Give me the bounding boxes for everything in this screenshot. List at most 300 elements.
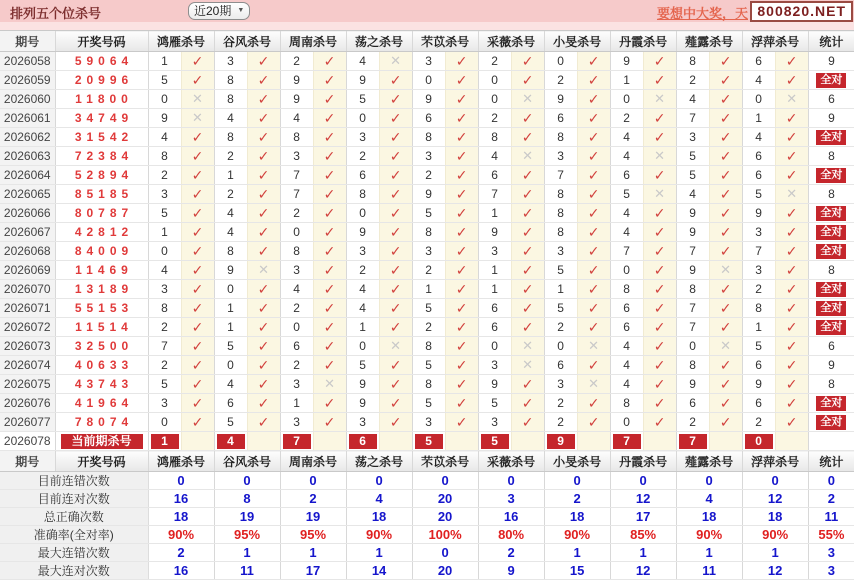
mark-cell (577, 128, 610, 147)
mark-cell (775, 356, 808, 375)
mark-cell (577, 432, 610, 451)
kill-number: 5 (214, 337, 247, 356)
winning-number: 80787 (55, 204, 148, 223)
kill-number: 0 (148, 90, 181, 109)
stat-cell (808, 166, 854, 185)
kill-number: 3 (544, 242, 577, 261)
check-icon: ✓ (785, 71, 798, 88)
kill-number: 4 (610, 147, 643, 166)
mark-cell (181, 318, 214, 337)
kill-number: 7 (610, 242, 643, 261)
winning-number: 42812 (55, 223, 148, 242)
check-icon: ✓ (719, 128, 732, 145)
table-row (0, 375, 854, 394)
mark-cell (577, 71, 610, 90)
stats-value: 0 (610, 472, 676, 490)
expert-header: 浮萍杀号 (742, 451, 808, 472)
check-icon: ✓ (455, 261, 468, 278)
kill-number: 8 (412, 128, 445, 147)
all-correct-badge: 全对 (816, 320, 846, 335)
expert-header: 浮萍杀号 (742, 31, 808, 52)
mark-cell (775, 299, 808, 318)
mark-cell (643, 280, 676, 299)
kill-number: 5 (412, 394, 445, 413)
check-icon: ✓ (719, 71, 732, 88)
kill-number: 1 (742, 318, 775, 337)
stat-cell (808, 204, 854, 223)
kill-number: 1 (148, 223, 181, 242)
kill-number: 0 (148, 242, 181, 261)
promo-link[interactable]: 要想中大奖，天 (656, 6, 748, 21)
mark-cell (775, 166, 808, 185)
kill-number: 9 (280, 90, 313, 109)
table-row (0, 52, 854, 71)
kill-number: 8 (610, 394, 643, 413)
mark-cell (445, 375, 478, 394)
mark-cell (709, 109, 742, 128)
check-icon: ✓ (653, 318, 666, 335)
mark-cell (775, 90, 808, 109)
mark-cell (379, 356, 412, 375)
current-period-label (55, 432, 148, 451)
mark-cell (577, 242, 610, 261)
mark-cell (379, 413, 412, 432)
mark-cell (181, 109, 214, 128)
kill-number: 9 (412, 185, 445, 204)
check-icon: ✓ (785, 337, 798, 354)
kill-number: 0 (610, 261, 643, 280)
cross-icon: ✕ (720, 338, 732, 353)
kill-number: 2 (544, 394, 577, 413)
mark-cell (775, 261, 808, 280)
check-icon: ✓ (455, 223, 468, 240)
cross-icon: ✕ (192, 110, 203, 125)
all-correct-badge: 全对 (816, 73, 846, 88)
mark-cell (709, 90, 742, 109)
check-icon: ✓ (653, 223, 666, 240)
mark-cell (313, 432, 346, 451)
mark-cell (775, 147, 808, 166)
mark-cell (313, 299, 346, 318)
kill-number: 4 (478, 147, 511, 166)
mark-cell (247, 318, 280, 337)
expert-header: 荡之杀号 (346, 31, 412, 52)
stat-header: 统计 (808, 31, 854, 52)
kill-number: 8 (544, 204, 577, 223)
check-icon: ✓ (455, 280, 468, 297)
kill-number: 2 (412, 166, 445, 185)
check-icon: ✓ (455, 242, 468, 259)
mark-cell (577, 375, 610, 394)
period-cell: 2026072 (0, 318, 55, 337)
kill-number: 3 (346, 128, 379, 147)
mark-cell (379, 337, 412, 356)
period-header: 期号 (0, 451, 55, 472)
current-kill-cell (676, 432, 709, 451)
stats-value: 1 (214, 544, 280, 562)
mark-cell (577, 299, 610, 318)
check-icon: ✓ (257, 394, 270, 411)
check-icon: ✓ (389, 413, 402, 430)
check-icon: ✓ (257, 223, 270, 240)
current-kill-number: 7 (283, 434, 311, 449)
mark-cell (247, 280, 280, 299)
check-icon: ✓ (785, 223, 798, 240)
mark-cell (181, 147, 214, 166)
check-icon: ✓ (323, 394, 336, 411)
check-icon: ✓ (323, 223, 336, 240)
check-icon: ✓ (257, 90, 270, 107)
mark-cell (313, 280, 346, 299)
stats-value: 4 (676, 490, 742, 508)
cross-icon: ✕ (522, 148, 534, 163)
mark-cell (181, 90, 214, 109)
winning-number: 40633 (55, 356, 148, 375)
stat-cell (808, 71, 854, 90)
mark-cell (775, 128, 808, 147)
chevron-down-icon: ▼ (237, 7, 245, 14)
check-icon: ✓ (389, 166, 402, 183)
kill-number: 5 (610, 185, 643, 204)
table-row (0, 261, 854, 280)
stats-value: 1 (676, 544, 742, 562)
kill-number: 5 (148, 375, 181, 394)
check-icon: ✓ (323, 185, 336, 202)
check-icon: ✓ (521, 261, 534, 278)
kill-number: 1 (214, 299, 247, 318)
check-icon: ✓ (257, 375, 270, 392)
stats-total: 3 (808, 562, 854, 580)
check-icon: ✓ (191, 280, 204, 297)
period-cell: 2026076 (0, 394, 55, 413)
period-range-select[interactable] (188, 2, 250, 20)
check-icon: ✓ (719, 413, 732, 430)
stat-cell (808, 318, 854, 337)
expert-header: 周南杀号 (280, 31, 346, 52)
kill-number: 5 (742, 337, 775, 356)
site-badge[interactable]: 800820.NET (750, 1, 853, 22)
stats-value: 0 (214, 472, 280, 490)
mark-cell (313, 90, 346, 109)
mark-cell (379, 318, 412, 337)
kill-number: 5 (676, 147, 709, 166)
kill-number: 2 (280, 299, 313, 318)
current-kill-cell (610, 432, 643, 451)
kill-number: 2 (412, 318, 445, 337)
mark-cell (511, 185, 544, 204)
check-icon: ✓ (191, 147, 204, 164)
check-icon: ✓ (257, 185, 270, 202)
mark-cell (709, 147, 742, 166)
check-icon: ✓ (323, 147, 336, 164)
cross-icon: ✕ (786, 186, 798, 201)
kill-number: 2 (280, 356, 313, 375)
expert-header: 谷风杀号 (214, 31, 280, 52)
stats-total: 3 (808, 544, 854, 562)
mark-cell (643, 204, 676, 223)
mark-cell (643, 394, 676, 413)
current-kill-number: 0 (745, 434, 773, 449)
kill-number: 4 (676, 185, 709, 204)
mark-cell (511, 394, 544, 413)
mark-cell (709, 71, 742, 90)
mark-cell (445, 90, 478, 109)
mark-cell (313, 413, 346, 432)
kill-number: 9 (478, 223, 511, 242)
check-icon: ✓ (653, 52, 666, 69)
mark-cell (511, 52, 544, 71)
kill-number: 0 (280, 318, 313, 337)
mark-cell (181, 375, 214, 394)
mark-cell (511, 356, 544, 375)
current-kill-cell (280, 432, 313, 451)
check-icon: ✓ (191, 394, 204, 411)
period-cell: 2026064 (0, 166, 55, 185)
kill-number: 6 (610, 318, 643, 337)
check-icon: ✓ (389, 242, 402, 259)
check-icon: ✓ (785, 128, 798, 145)
stats-value: 1 (742, 544, 808, 562)
kill-number: 6 (478, 299, 511, 318)
winning-number: 31542 (55, 128, 148, 147)
check-icon: ✓ (587, 109, 600, 126)
kill-number: 4 (214, 204, 247, 223)
kill-number: 3 (478, 356, 511, 375)
mark-cell (709, 299, 742, 318)
kill-number: 4 (610, 337, 643, 356)
check-icon: ✓ (587, 147, 600, 164)
mark-cell (445, 337, 478, 356)
kill-number: 2 (544, 413, 577, 432)
winning-number: 34749 (55, 109, 148, 128)
check-icon: ✓ (323, 128, 336, 145)
stats-value: 15 (544, 562, 610, 580)
kill-number: 9 (742, 375, 775, 394)
kill-number: 8 (478, 128, 511, 147)
check-icon: ✓ (389, 90, 402, 107)
check-icon: ✓ (785, 280, 798, 297)
period-cell: 2026075 (0, 375, 55, 394)
mark-cell (511, 166, 544, 185)
kill-number: 0 (610, 90, 643, 109)
mark-cell (445, 413, 478, 432)
kill-number: 9 (478, 375, 511, 394)
mark-cell (643, 375, 676, 394)
number-header: 开奖号码 (55, 31, 148, 52)
stats-value: 19 (214, 508, 280, 526)
mark-cell (775, 394, 808, 413)
kill-number: 5 (676, 166, 709, 185)
mark-cell (775, 109, 808, 128)
stats-value: 9 (478, 562, 544, 580)
kill-number: 6 (544, 356, 577, 375)
stats-total: 2 (808, 490, 854, 508)
check-icon: ✓ (257, 71, 270, 88)
check-icon: ✓ (653, 299, 666, 316)
mark-cell (445, 223, 478, 242)
kill-number: 6 (478, 318, 511, 337)
mark-cell (709, 185, 742, 204)
table-header-row (0, 451, 854, 472)
stats-total: 0 (808, 472, 854, 490)
current-kill-cell (214, 432, 247, 451)
winning-number: 78074 (55, 413, 148, 432)
kill-number: 1 (478, 261, 511, 280)
check-icon: ✓ (785, 166, 798, 183)
table-row (0, 204, 854, 223)
stats-row (0, 544, 854, 562)
stats-value: 1 (280, 544, 346, 562)
table-row (0, 71, 854, 90)
check-icon: ✓ (719, 52, 732, 69)
winning-number: 13189 (55, 280, 148, 299)
check-icon: ✓ (521, 394, 534, 411)
check-icon: ✓ (191, 185, 204, 202)
mark-cell (643, 223, 676, 242)
check-icon: ✓ (257, 318, 270, 335)
kill-number: 1 (214, 166, 247, 185)
kill-number: 6 (544, 109, 577, 128)
table-row (0, 166, 854, 185)
kill-number: 3 (742, 261, 775, 280)
kill-number: 8 (676, 356, 709, 375)
kill-number: 6 (742, 356, 775, 375)
kill-number: 8 (214, 242, 247, 261)
kill-number: 9 (214, 261, 247, 280)
kill-number: 1 (280, 394, 313, 413)
mark-cell (775, 375, 808, 394)
check-icon: ✓ (257, 109, 270, 126)
kill-number: 4 (610, 223, 643, 242)
kill-number: 8 (214, 71, 247, 90)
stats-value: 11 (676, 562, 742, 580)
kill-number: 6 (478, 166, 511, 185)
kill-number: 2 (610, 109, 643, 128)
period-cell: 2026070 (0, 280, 55, 299)
table-row (0, 394, 854, 413)
kill-number: 6 (742, 166, 775, 185)
mark-cell (379, 261, 412, 280)
cross-icon: ✕ (654, 91, 666, 106)
mark-cell (775, 432, 808, 451)
stat-cell: 6 (808, 337, 854, 356)
kill-number: 0 (478, 71, 511, 90)
check-icon: ✓ (521, 109, 534, 126)
mark-cell (313, 337, 346, 356)
mark-cell (379, 147, 412, 166)
mark-cell (313, 109, 346, 128)
stats-label: 目前连对次数 (0, 490, 148, 508)
check-icon: ✓ (521, 71, 534, 88)
mark-cell (643, 432, 676, 451)
mark-cell (445, 318, 478, 337)
check-icon: ✓ (653, 375, 666, 392)
stat-cell: 9 (808, 52, 854, 71)
all-correct-badge: 全对 (816, 244, 846, 259)
kill-number: 0 (412, 71, 445, 90)
mark-cell (445, 109, 478, 128)
mark-cell (643, 128, 676, 147)
mark-cell (181, 166, 214, 185)
kill-number: 7 (544, 166, 577, 185)
period-cell: 2026073 (0, 337, 55, 356)
check-icon: ✓ (521, 413, 534, 430)
kill-number: 0 (148, 413, 181, 432)
mark-cell (247, 52, 280, 71)
winning-number: 55153 (55, 299, 148, 318)
stats-value: 0 (280, 472, 346, 490)
check-icon: ✓ (719, 356, 732, 373)
mark-cell (511, 432, 544, 451)
kill-number: 2 (742, 280, 775, 299)
mark-cell (709, 52, 742, 71)
top-bar (0, 0, 854, 22)
kill-number: 5 (148, 71, 181, 90)
current-period-label-box: 当前期杀号 (61, 434, 143, 449)
top-bar-substrip (0, 22, 854, 30)
kill-number: 5 (742, 185, 775, 204)
stats-total: 11 (808, 508, 854, 526)
check-icon: ✓ (191, 318, 204, 335)
kill-number: 8 (676, 52, 709, 71)
table-row (0, 280, 854, 299)
check-icon: ✓ (587, 52, 600, 69)
mark-cell (445, 280, 478, 299)
kill-number: 1 (742, 109, 775, 128)
stats-label: 准确率(全对率) (0, 526, 148, 544)
table-row (0, 90, 854, 109)
mark-cell (511, 147, 544, 166)
table-row (0, 147, 854, 166)
check-icon: ✓ (719, 147, 732, 164)
winning-number: 41964 (55, 394, 148, 413)
kill-number: 4 (214, 375, 247, 394)
check-icon: ✓ (521, 223, 534, 240)
check-icon: ✓ (191, 413, 204, 430)
check-icon: ✓ (719, 109, 732, 126)
kill-number: 9 (544, 90, 577, 109)
check-icon: ✓ (521, 280, 534, 297)
kill-number: 6 (280, 337, 313, 356)
mark-cell (709, 432, 742, 451)
kill-number: 6 (412, 109, 445, 128)
cross-icon: ✕ (192, 91, 203, 106)
check-icon: ✓ (587, 185, 600, 202)
mark-cell (511, 261, 544, 280)
check-icon: ✓ (323, 71, 336, 88)
kill-number: 4 (148, 128, 181, 147)
mark-cell (643, 90, 676, 109)
kill-number: 9 (676, 204, 709, 223)
period-cell: 2026069 (0, 261, 55, 280)
mark-cell (445, 261, 478, 280)
mark-cell (577, 109, 610, 128)
kill-number: 3 (346, 413, 379, 432)
table-row (0, 242, 854, 261)
mark-cell (445, 52, 478, 71)
check-icon: ✓ (323, 204, 336, 221)
mark-cell (379, 128, 412, 147)
kill-number: 5 (346, 356, 379, 375)
winning-number: 11469 (55, 261, 148, 280)
kill-number: 8 (412, 375, 445, 394)
current-kill-number: 5 (481, 434, 509, 449)
kill-number: 3 (742, 223, 775, 242)
cross-icon: ✕ (522, 91, 534, 106)
kill-number: 5 (148, 204, 181, 223)
kill-number: 2 (544, 71, 577, 90)
kill-number: 3 (280, 261, 313, 280)
